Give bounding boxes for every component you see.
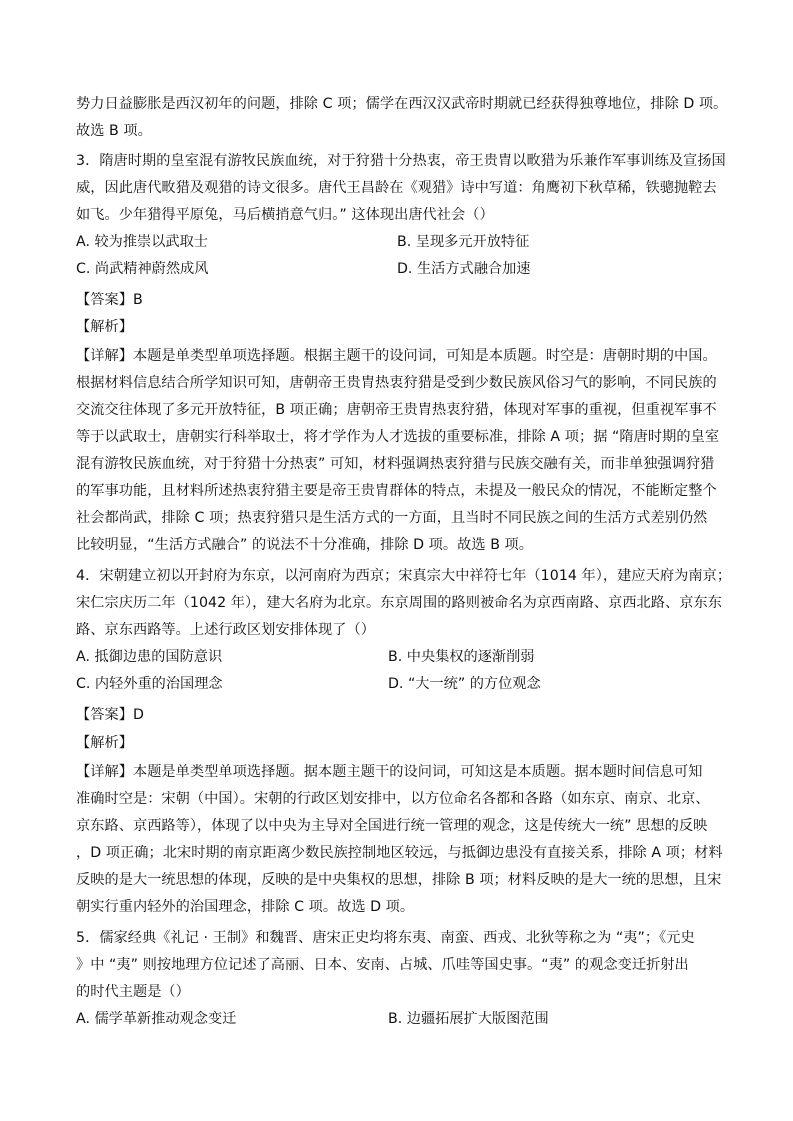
q4-detail-line-6: 朝实行重内轻外的治国理念，排除 C 项。故选 D 项。 <box>76 899 415 915</box>
q5-option-b: B. 边疆拓展扩大版图范围 <box>388 1011 549 1027</box>
q5-option-a: A. 儒学革新推动观念变迁 <box>76 1011 237 1027</box>
q3-detail-line-2: 根据材料信息结合所学知识可知，唐朝帝王贵胄热衷狩猎是受到少数民族风俗习气的影响，不同民族的 <box>76 375 717 391</box>
q3-detail-line-6: 的军事功能，且材料所述热衷狩猎主要是帝王贵胄群体的特点，未提及一般民众的情况，不能断定整个 <box>76 483 717 499</box>
q3-stem-line-1: 3．隋唐时期的皇室混有游牧民族血统，对于狩猎十分热衷，帝王贵胄以畋猎为乐兼作军事训练及宣扬国 <box>76 153 726 169</box>
q3-detail-line-7: 社会都尚武，排除 C 项；热衷狩猎只是生活方式的一方面，且当时不同民族之间的生活方式差别仍然 <box>76 510 708 526</box>
intro-line-1: 势力日益膨胀是西汉初年的问题，排除 C 项；儒学在西汉汉武帝时期就已经获得独尊地位，排除 D 项。 <box>76 96 728 112</box>
q4-option-a: A. 抵御边患的国防意识 <box>76 649 223 665</box>
q4-stem-line-1: 4．宋朝建立初以开封府为东京，以河南府为西京；宋真宗大中祥符七年（1014 年），建应天府为南京； <box>76 568 732 584</box>
q4-answer: 【答案】D <box>76 707 144 723</box>
q3-option-b: B. 呈现多元开放特征 <box>397 234 530 250</box>
q3-answer: 【答案】B <box>76 292 143 308</box>
q4-detail-line-4: ，D 项正确；北宋时期的南京距离少数民族控制地区较远，与抵御边患没有直接关系，排除 A 项；材料 <box>76 845 723 861</box>
q4-option-c: C. 内轻外重的治国理念 <box>76 676 223 692</box>
q4-detail-line-1: 【详解】本题是单类型单项选择题。据本题主题干的设问词，可知这是本质题。据本题时间信息可知 <box>76 764 703 780</box>
q3-analysis-label: 【解析】 <box>76 319 133 335</box>
q3-detail-line-8: 比较明显，“生活方式融合” 的说法不十分准确，排除 D 项。故选 B 项。 <box>76 537 534 553</box>
q4-analysis-label: 【解析】 <box>76 735 133 751</box>
q4-stem-line-3: 路、京东西路等。上述行政区划安排体现了（） <box>76 622 375 638</box>
q5-stem-line-2: 》中 “夷” 则按地理方位记述了高丽、日本、安南、占城、爪哇等国史事。“夷” 的观念变迁折射出 <box>76 957 689 973</box>
q3-detail-line-5: 混有游牧民族血统，对于狩猎十分热衷” 可知，材料强调热衷狩猎与民族交融有关，而非单独强调狩猎 <box>76 456 715 472</box>
q3-option-c: C. 尚武精神蔚然成风 <box>76 261 209 277</box>
q3-option-d: D. 生活方式融合加速 <box>397 261 531 277</box>
q4-detail-line-3: 京东路、京西路等），体现了以中央为主导对全国进行统一管理的观念，这是传统大一统” 思想的反映 <box>76 818 708 834</box>
q5-stem-line-1: 5．儒家经典《礼记 · 王制》和魏晋、唐宋正史均将东夷、南蛮、西戎、北狄等称之为 “夷”；《元史 <box>76 930 695 946</box>
q5-stem-line-3: 的时代主题是（） <box>76 984 190 1000</box>
q3-option-a: A. 较为推崇以武取士 <box>76 234 208 250</box>
q4-option-b: B. 中央集权的逐渐削弱 <box>388 649 535 665</box>
q3-detail-line-4: 等于以武取士，唐朝实行科举取士，将才学作为人才选拔的重要标准，排除 A 项；据 “隋唐时期的皇室 <box>76 429 720 445</box>
q4-detail-line-5: 反映的是大一统思想的体现，反映的是中央集权的思想，排除 B 项；材料反映的是大一统的思想，且宋 <box>76 872 722 888</box>
q4-option-d: D. “大一统” 的方位观念 <box>388 676 541 692</box>
q4-stem-line-2: 宋仁宗庆历二年（1042 年），建大名府为北京。东京周围的路则被命名为京西南路、京西北路、京东东 <box>76 595 722 611</box>
q3-stem-line-2: 威，因此唐代畋猎及观猎的诗文很多。唐代王昌龄在《观猎》诗中写道：角鹰初下秋草稀，铁骢抛鞚去 <box>76 180 717 196</box>
q3-stem-line-3: 如飞。少年猎得平原兔，马后横捎意气归。” 这体现出唐代社会（） <box>76 207 494 223</box>
q3-detail-line-1: 【详解】本题是单类型单项选择题。根据主题干的设问词，可知是本质题。时空是：唐朝时期的中国。 <box>76 348 717 364</box>
intro-line-2: 故选 B 项。 <box>76 123 152 139</box>
q3-detail-line-3: 交流交往体现了多元开放特征，B 项正确；唐朝帝王贵胄热衷狩猎，体现对军事的重视，但重视军事不 <box>76 402 717 418</box>
q4-detail-line-2: 准确时空是：宋朝（中国）。宋朝的行政区划安排中，以方位命名各都和各路（如东京、南京、北京、 <box>76 791 710 807</box>
